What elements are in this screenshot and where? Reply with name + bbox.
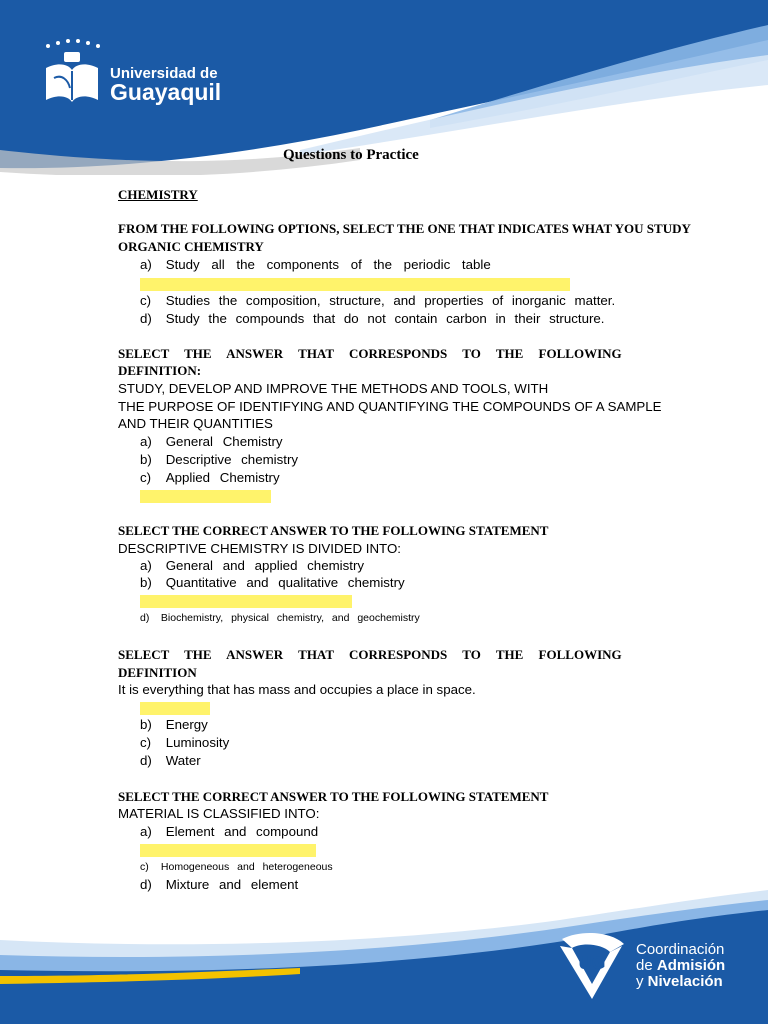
admission-logo xyxy=(552,920,752,1010)
option-letter: d) xyxy=(140,753,152,768)
q4-body-line1: It is everything that has mass and occupies a place in space. xyxy=(118,682,476,697)
option-text: Quantitative and qualitative chemistry xyxy=(165,575,405,590)
svg-text:UG: UG xyxy=(578,953,606,973)
q1-option-c xyxy=(140,292,615,310)
answer-highlight xyxy=(140,278,570,291)
q5-prompt-line1: SELECT THE CORRECT ANSWER TO THE FOLLOWING STATEMENT xyxy=(118,789,549,804)
option-letter: a) xyxy=(140,434,152,449)
option-letter: c) xyxy=(140,735,152,750)
q2-option-a xyxy=(140,433,283,451)
answer-highlight xyxy=(140,702,210,715)
q3-prompt-line1: SELECT THE CORRECT ANSWER TO THE FOLLOWING STATEMENT xyxy=(118,523,549,538)
option-letter: b) xyxy=(140,452,152,467)
option-letter: b) xyxy=(140,717,152,732)
q3-body-line1: DESCRIPTIVE CHEMISTRY IS DIVIDED INTO: xyxy=(118,541,401,556)
option-text: Applied Chemistry xyxy=(165,470,280,485)
book-emblem-icon xyxy=(40,38,104,106)
q2-body-line3: AND THEIR QUANTITIES xyxy=(118,416,273,431)
q4-prompt-line2: DEFINITION xyxy=(118,665,197,680)
q4-option-b xyxy=(140,716,208,734)
option-letter: a) xyxy=(140,824,152,839)
option-letter: d) xyxy=(140,877,152,892)
option-letter: c) xyxy=(140,470,152,485)
option-letter: d) xyxy=(140,311,152,326)
option-letter: a) xyxy=(140,257,152,272)
option-text: General and applied chemistry xyxy=(165,558,365,573)
q3-option-d xyxy=(140,610,420,628)
option-text: Study the compounds that do not contain carbon in their structure. xyxy=(165,311,605,326)
logo-line1: Coordinación xyxy=(636,941,725,958)
option-text: Water xyxy=(165,753,201,768)
option-letter: b) xyxy=(140,575,152,590)
q1-prompt-line2: ORGANIC CHEMISTRY xyxy=(118,239,264,254)
ug-emblem-icon xyxy=(552,924,632,1004)
subject-heading: CHEMISTRY xyxy=(118,187,198,202)
q4-option-d xyxy=(140,752,201,770)
q3-option-a xyxy=(140,557,364,575)
option-letter: c) xyxy=(140,861,149,873)
university-name-line2: Guayaquil xyxy=(110,79,222,105)
option-text: Energy xyxy=(165,717,208,732)
option-text: Element and compound xyxy=(165,824,319,839)
q1-option-a xyxy=(140,256,491,274)
q5-option-a xyxy=(140,823,318,841)
q2-option-b xyxy=(140,451,298,469)
q4-prompt-line1: SELECT THE ANSWER THAT CORRESPONDS TO THE FOLLOWING xyxy=(118,647,622,662)
logo-line3 xyxy=(636,974,723,990)
logo-line3-prefix: y xyxy=(636,973,648,990)
option-text: Homogeneous and heterogeneous xyxy=(160,861,333,873)
option-letter: c) xyxy=(140,293,152,308)
logo-line2-prefix: de xyxy=(636,957,657,974)
option-letter: d) xyxy=(140,612,150,624)
q2-prompt-line2: DEFINITION: xyxy=(118,363,202,378)
answer-highlight xyxy=(140,490,271,503)
logo-line2 xyxy=(636,958,725,974)
logo-line3-bold: Nivelación xyxy=(647,973,723,990)
q2-body-line2: THE PURPOSE OF IDENTIFYING AND QUANTIFYING THE COMPOUNDS OF A SAMPLE xyxy=(118,399,662,414)
q2-body-line1: STUDY, DEVELOP AND IMPROVE THE METHODS AND TOOLS, WITH xyxy=(118,381,549,396)
option-text: Mixture and element xyxy=(165,877,299,892)
option-text: Studies the composition, structure, and properties of inorganic matter. xyxy=(165,293,616,308)
q3-option-b xyxy=(140,574,405,592)
answer-highlight xyxy=(140,595,352,608)
option-text: Luminosity xyxy=(165,735,230,750)
university-logo xyxy=(40,38,230,108)
q2-option-c xyxy=(140,469,280,487)
university-name-line1: Universidad de xyxy=(110,65,218,82)
q1-prompt-line1: FROM THE FOLLOWING OPTIONS, SELECT THE ONE THAT INDICATES WHAT YOU STUDY xyxy=(118,221,691,236)
q5-option-c xyxy=(140,859,333,877)
page-title: Questions to Practice xyxy=(283,147,419,163)
q5-body-line1: MATERIAL IS CLASSIFIED INTO: xyxy=(118,806,320,821)
logo-line2-bold: Admisión xyxy=(656,957,726,974)
option-text: General Chemistry xyxy=(165,434,283,449)
option-text: Biochemistry, physical chemistry, and geochemistry xyxy=(160,612,420,624)
q2-prompt-line1: SELECT THE ANSWER THAT CORRESPONDS TO THE FOLLOWING xyxy=(118,346,622,361)
option-letter: a) xyxy=(140,558,152,573)
option-text: Study all the components of the periodic table xyxy=(165,257,491,272)
q4-option-c xyxy=(140,734,229,752)
answer-highlight xyxy=(140,844,316,857)
option-text: Descriptive chemistry xyxy=(165,452,299,467)
q1-option-d xyxy=(140,310,605,328)
